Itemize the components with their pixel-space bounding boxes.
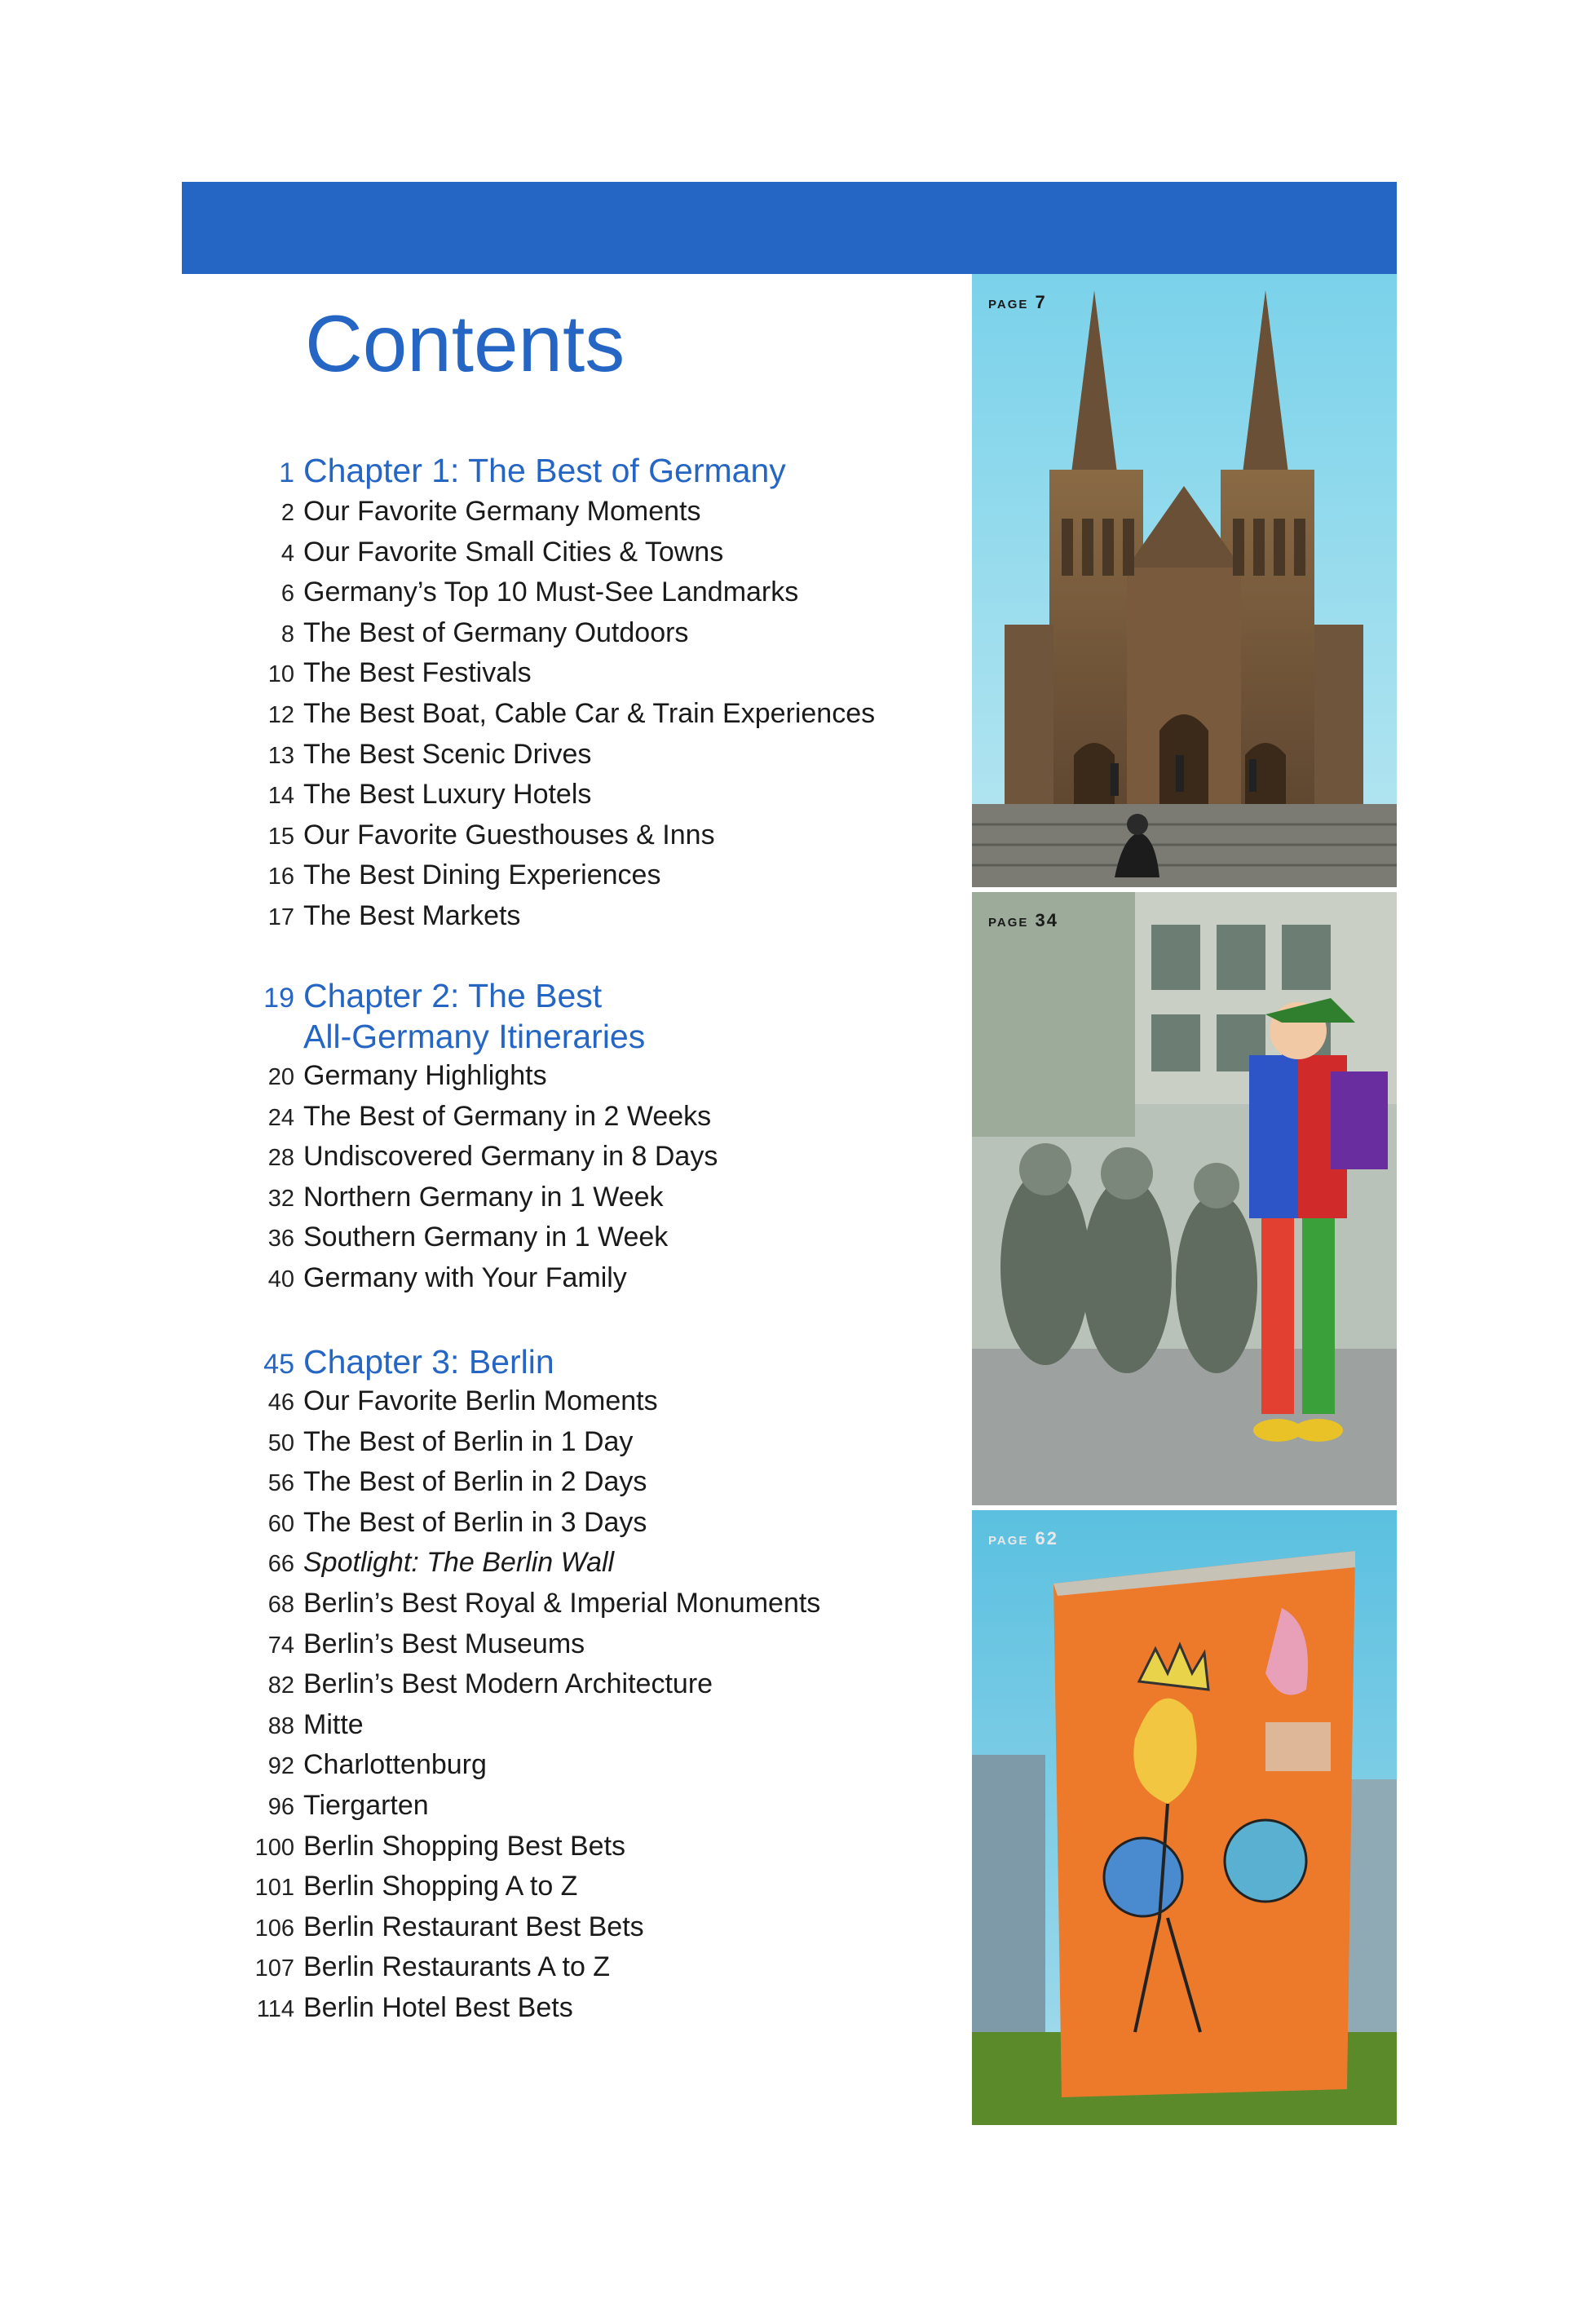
berlin-wall-illustration [972,1510,1397,2125]
entry-title: The Best of Berlin in 1 Day [303,1425,634,1457]
entry-title: Germany Highlights [303,1060,547,1091]
toc-entry[interactable] [236,900,938,941]
entry-title: Berlin Restaurant Best Bets [303,1911,644,1942]
entry-page-number: 92 [267,1753,294,1780]
chapter-title: Chapter 3: Berlin [303,1343,554,1381]
entry-title: The Best of Berlin in 2 Days [303,1466,647,1498]
toc-entry[interactable] [236,617,938,658]
entry-page-number: 24 [267,1104,294,1131]
chapter-3-section [236,1341,938,2033]
entry-title: Germany with Your Family [303,1261,627,1293]
chapter-heading[interactable] [236,450,938,491]
entry-title: Mitte [303,1708,364,1740]
entry-title: The Best Luxury Hotels [303,779,592,811]
chapter-heading[interactable] [236,1341,938,1382]
entry-title: The Best of Germany Outdoors [303,616,689,648]
toc-entry[interactable] [236,1466,938,1507]
entry-title: The Best of Germany in 2 Weeks [303,1100,712,1132]
toc-entry[interactable] [236,1182,938,1222]
toc-entry[interactable] [236,1426,938,1467]
entry-page-number: 16 [267,864,294,890]
chapter-title-line-2: All-Germany Itineraries [303,1018,646,1055]
entry-page-number: 2 [280,500,294,526]
toc-entry[interactable] [236,1831,938,1871]
entry-title: The Best Dining Experiences [303,859,661,891]
entry-page-number: 101 [254,1875,294,1902]
toc-entry[interactable] [236,739,938,780]
toc-entry[interactable] [236,698,938,739]
chapter-title-line-1: Chapter 2: The Best [303,977,603,1014]
entry-page-number: 107 [254,1955,294,1982]
toc-entry[interactable] [236,1749,938,1790]
entry-title: The Best Festivals [303,657,532,689]
toc-entry[interactable] [236,1507,938,1548]
entry-page-number: 114 [256,1995,294,2022]
chapter-page-number: 1 [279,457,294,488]
toc-entry-spotlight[interactable] [236,1547,938,1588]
toc-entry[interactable] [236,1060,938,1101]
entry-title: Berlin Hotel Best Bets [303,1991,573,2023]
entry-title: Berlin Shopping A to Z [303,1871,578,1902]
entry-page-number: 74 [267,1632,294,1659]
page-title: Contents [305,298,625,388]
cathedral-illustration [972,274,1397,887]
toc-entry[interactable] [236,820,938,860]
entry-page-number: 28 [267,1145,294,1172]
entry-title: The Best Scenic Drives [303,738,592,770]
chapter-heading[interactable] [236,975,938,1016]
entry-title: Berlin Restaurants A to Z [303,1951,611,1983]
entry-page-number: 46 [267,1390,294,1416]
entry-title: Our Favorite Guesthouses & Inns [303,819,715,851]
toc-entry[interactable] [236,1141,938,1182]
entry-page-number: 32 [267,1185,294,1212]
entry-page-number: 56 [267,1470,294,1497]
entry-page-number: 14 [267,783,294,810]
entry-page-number: 96 [267,1793,294,1820]
toc-entry[interactable] [236,657,938,698]
entry-page-number: 82 [267,1672,294,1699]
toc-entry[interactable] [236,1790,938,1831]
entry-title: Tiergarten [303,1789,429,1821]
entry-page-number: 8 [280,621,294,647]
entry-page-number: 50 [267,1429,294,1456]
entry-page-number: 100 [254,1834,294,1861]
entry-title: Southern Germany in 1 Week [303,1222,669,1253]
toc-entry[interactable] [236,1262,938,1303]
entry-page-number: 60 [267,1510,294,1537]
entry-page-number: 4 [280,540,294,567]
toc-entry[interactable] [236,1101,938,1142]
entry-title: Berlin Shopping Best Bets [303,1830,626,1862]
toc-entry[interactable] [236,537,938,577]
entry-title: The Best Boat, Cable Car & Train Experiences [303,697,876,729]
entry-title: Charlottenburg [303,1749,487,1781]
entry-page-number: 17 [267,904,294,930]
toc-entry[interactable] [236,577,938,617]
toc-entry[interactable] [236,1992,938,2033]
entry-page-number: 12 [267,701,294,728]
entry-page-number: 66 [267,1551,294,1578]
entry-page-number: 13 [267,742,294,769]
entry-page-number: 10 [267,661,294,688]
entry-title: Germany’s Top 10 Must-See Landmarks [303,577,799,608]
chapter-heading-continued [236,1016,938,1057]
photo-page-label: page 7 [988,292,1047,312]
entry-page-number: 40 [267,1266,294,1292]
entry-title: Our Favorite Germany Moments [303,496,701,527]
entry-title: Our Favorite Small Cities & Towns [303,536,724,568]
entry-title: Spotlight: The Berlin Wall [303,1547,615,1579]
chapter-1-section [236,450,938,941]
chapter-title: Chapter 1: The Best of Germany [303,452,786,489]
chapter-page-number: 45 [263,1349,294,1380]
photo-page-label: page 62 [988,1528,1058,1549]
entry-title: Undiscovered Germany in 8 Days [303,1141,718,1173]
entry-page-number: 68 [267,1591,294,1618]
entry-page-number: 106 [254,1915,294,1942]
entry-title: Berlin’s Best Museums [303,1628,585,1659]
photo-berlin-wall [972,1510,1397,2125]
photo-page-label: page 34 [988,910,1058,930]
toc-entry[interactable] [236,859,938,900]
toc-entry[interactable] [236,1628,938,1669]
toc-entry[interactable] [236,779,938,820]
toc-entry[interactable] [236,1951,938,1992]
entry-title: The Best of Berlin in 3 Days [303,1506,647,1538]
entry-title: The Best Markets [303,899,521,931]
header-bar [182,182,1397,274]
parade-illustration [972,892,1397,1505]
entry-page-number: 15 [267,823,294,850]
toc-entry[interactable] [236,1871,938,1911]
entry-page-number: 36 [267,1226,294,1253]
entry-page-number: 20 [267,1064,294,1090]
entry-page-number: 6 [280,581,294,608]
entry-page-number: 88 [267,1712,294,1739]
photo-cathedral [972,274,1397,887]
toc-entry[interactable] [236,496,938,537]
entry-title: Our Favorite Berlin Moments [303,1385,658,1416]
entry-title: Berlin’s Best Royal & Imperial Monuments [303,1587,821,1619]
entry-title: Northern Germany in 1 Week [303,1181,664,1213]
chapter-2-section [236,975,938,1303]
photo-parade [972,892,1397,1505]
toc-entry[interactable] [236,1911,938,1952]
toc-entry[interactable] [236,1668,938,1709]
toc-entry[interactable] [236,1588,938,1628]
toc-entry[interactable] [236,1709,938,1750]
chapter-page-number: 19 [263,983,294,1014]
toc-entry[interactable] [236,1222,938,1262]
toc-entry[interactable] [236,1385,938,1426]
entry-title: Berlin’s Best Modern Architecture [303,1668,713,1700]
